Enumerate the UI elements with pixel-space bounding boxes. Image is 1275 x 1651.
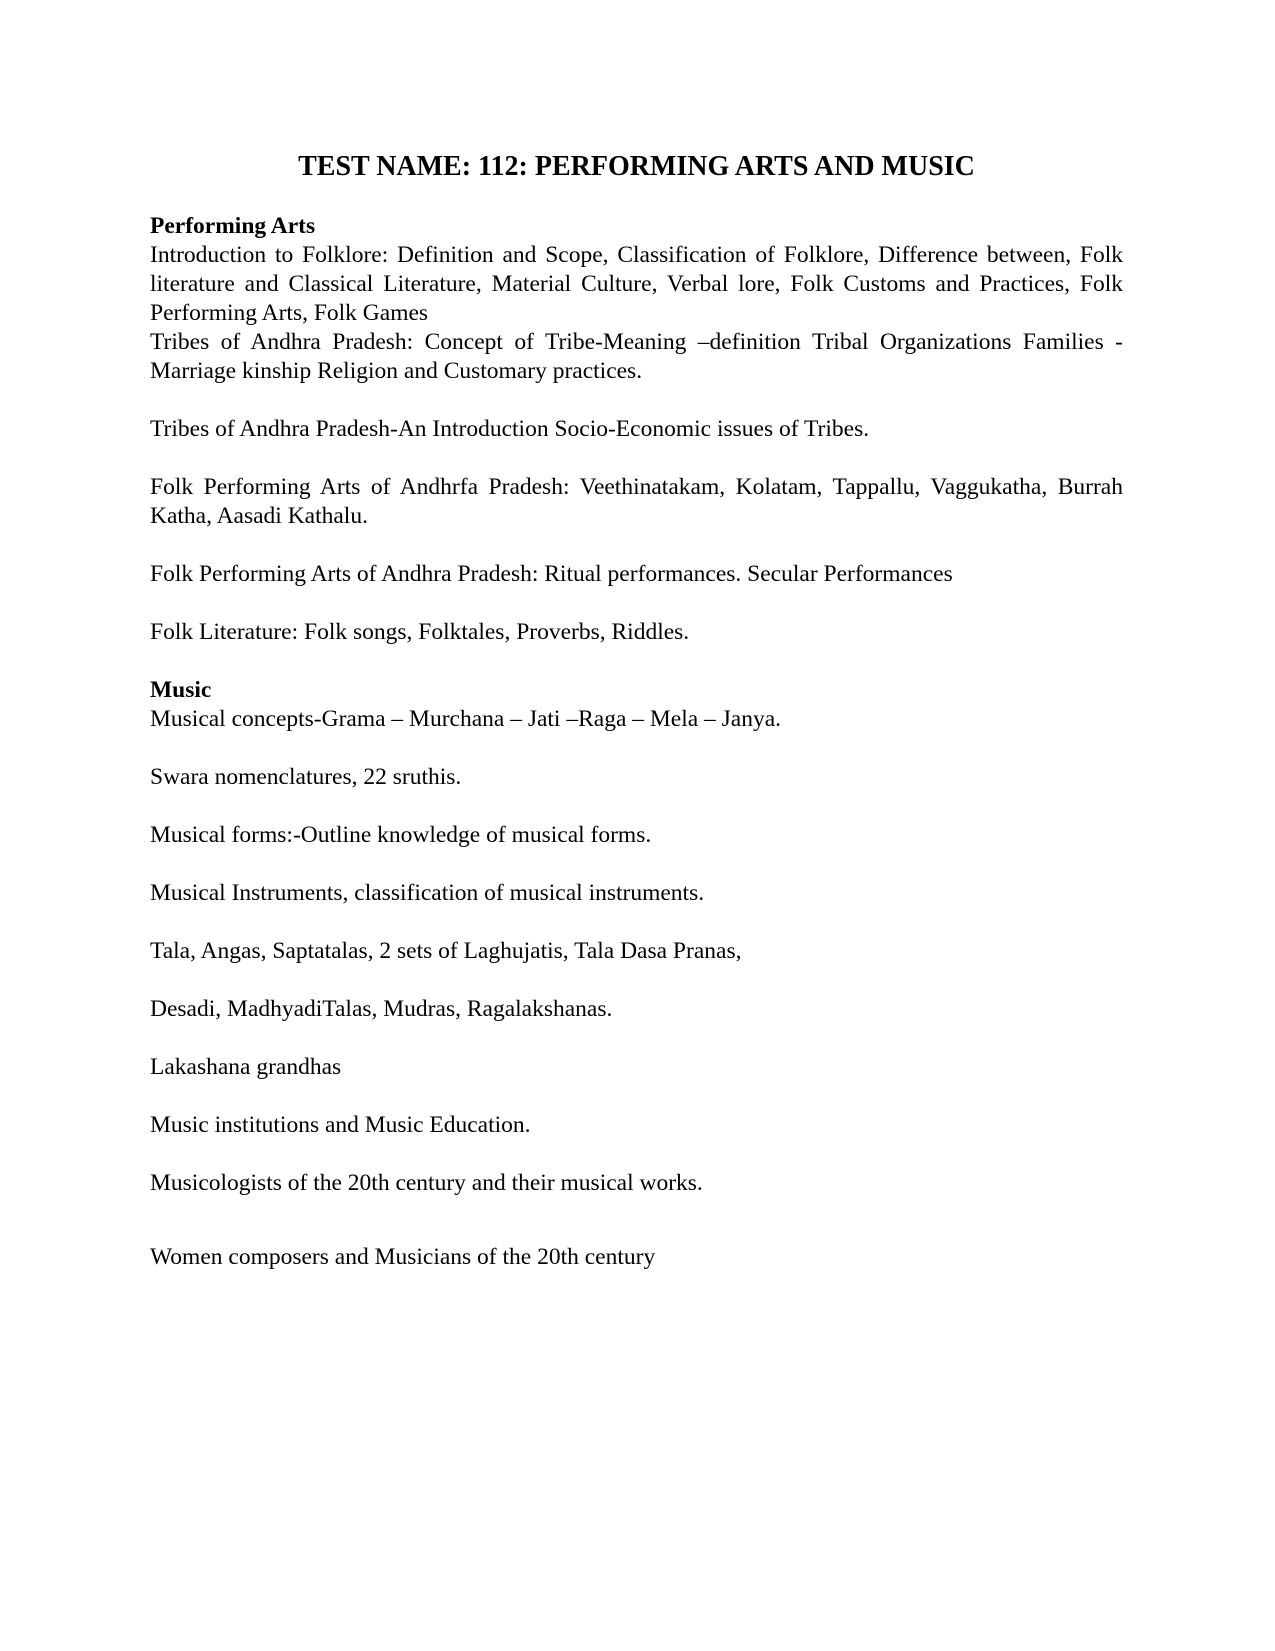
paragraph-tribes-intro: Tribes of Andhra Pradesh-An Introduction Socio-Economic issues of Tribes. <box>150 416 870 442</box>
paragraph-ritual-performances: Folk Performing Arts of Andhra Pradesh: Ritual performances. Secular Performances <box>150 561 953 587</box>
document-body <box>150 212 1123 1272</box>
paragraph-musical-instruments: Musical Instruments, classification of musical instruments. <box>150 880 705 906</box>
section-heading-music: Music <box>150 677 212 703</box>
section-heading-performing-arts: Performing Arts <box>150 213 316 239</box>
paragraph-tribes-concept: Tribes of Andhra Pradesh: Concept of Tribe-Meaning –definition Tribal Organizations Families - Marriage kinship Religion and Customary practices. <box>150 329 1123 384</box>
paragraph-folk-literature: Folk Literature: Folk songs, Folktales, Proverbs, Riddles. <box>150 619 690 645</box>
paragraph-folk-performing-arts: Folk Performing Arts of Andhrfa Pradesh: Veethinatakam, Kolatam, Tappallu, Vaggukatha, Burrah Katha, Aasadi Kathalu. <box>150 474 1123 529</box>
paragraph-swara: Swara nomenclatures, 22 sruthis. <box>150 764 462 790</box>
paragraph-women-composers: Women composers and Musicians of the 20th century <box>150 1244 656 1270</box>
page-title: TEST NAME: 112: PERFORMING ARTS AND MUSIC <box>298 151 975 182</box>
paragraph-musicologists: Musicologists of the 20th century and their musical works. <box>150 1170 703 1196</box>
paragraph-tala: Tala, Angas, Saptatalas, 2 sets of Laghujatis, Tala Dasa Pranas, <box>150 938 742 964</box>
paragraph-folklore-intro: Introduction to Folklore: Definition and Scope, Classification of Folklore, Difference between, Folk literature and Classical Literature, Material Culture, Verbal lore, Folk Customs and Practices, Folk Performing Arts, Folk Games <box>150 242 1123 326</box>
paragraph-lakashana: Lakashana grandhas <box>150 1054 342 1080</box>
paragraph-desadi: Desadi, MadhyadiTalas, Mudras, Ragalakshanas. <box>150 996 613 1022</box>
paragraph-musical-concepts: Musical concepts-Grama – Murchana – Jati –Raga – Mela – Janya. <box>150 706 782 732</box>
paragraph-musical-forms: Musical forms:-Outline knowledge of musical forms. <box>150 822 652 848</box>
paragraph-music-institutions: Music institutions and Music Education. <box>150 1112 531 1138</box>
